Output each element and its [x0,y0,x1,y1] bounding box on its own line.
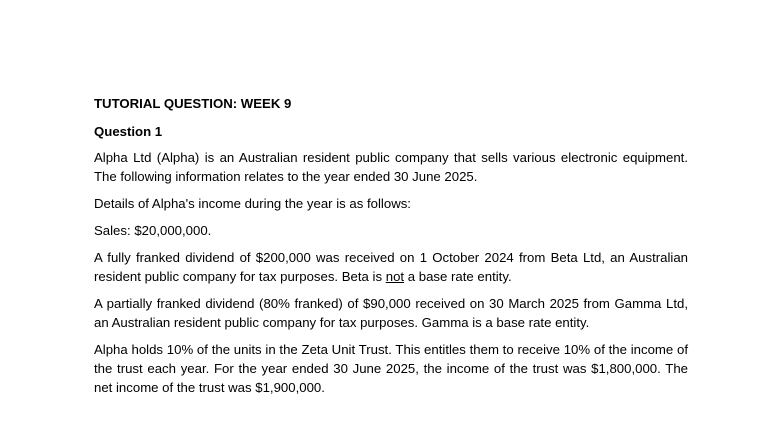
dividend-beta-text-end: a base rate entity. [404,269,512,284]
paragraph-details: Details of Alpha's income during the year is as follows: [94,196,411,211]
paragraph-intro: Alpha Ltd (Alpha) is an Australian resident public company that sells various electronic equipment. The following information relates to the year ended 30 June 2025. [94,150,688,184]
paragraph-dividend-gamma: A partially franked dividend (80% franked) of $90,000 received on 30 March 2025 from Gamma Ltd, an Australian resident public company for tax purposes. Gamma is a base rate entity. [94,296,688,330]
document-body [94,94,688,405]
paragraph-trust: Alpha holds 10% of the units in the Zeta Unit Trust. This entitles them to receive 10% of the income of the trust each year. For the year ended 30 June 2025, the income of the trust was $1,800,000. The net income of the trust was $1,900,000. [94,342,688,395]
paragraph-dividend-beta [94,248,688,286]
dividend-beta-text-start: A fully franked dividend of $200,000 was received on 1 October 2024 from Beta Ltd, an Australian resident public company for tax purposes. Beta is [94,250,688,284]
page-title: TUTORIAL QUESTION: WEEK 9 [94,96,292,111]
underlined-not: not [385,269,405,284]
paragraph-sales: Sales: $20,000,000. [94,223,212,238]
question-title: Question 1 [94,124,163,139]
